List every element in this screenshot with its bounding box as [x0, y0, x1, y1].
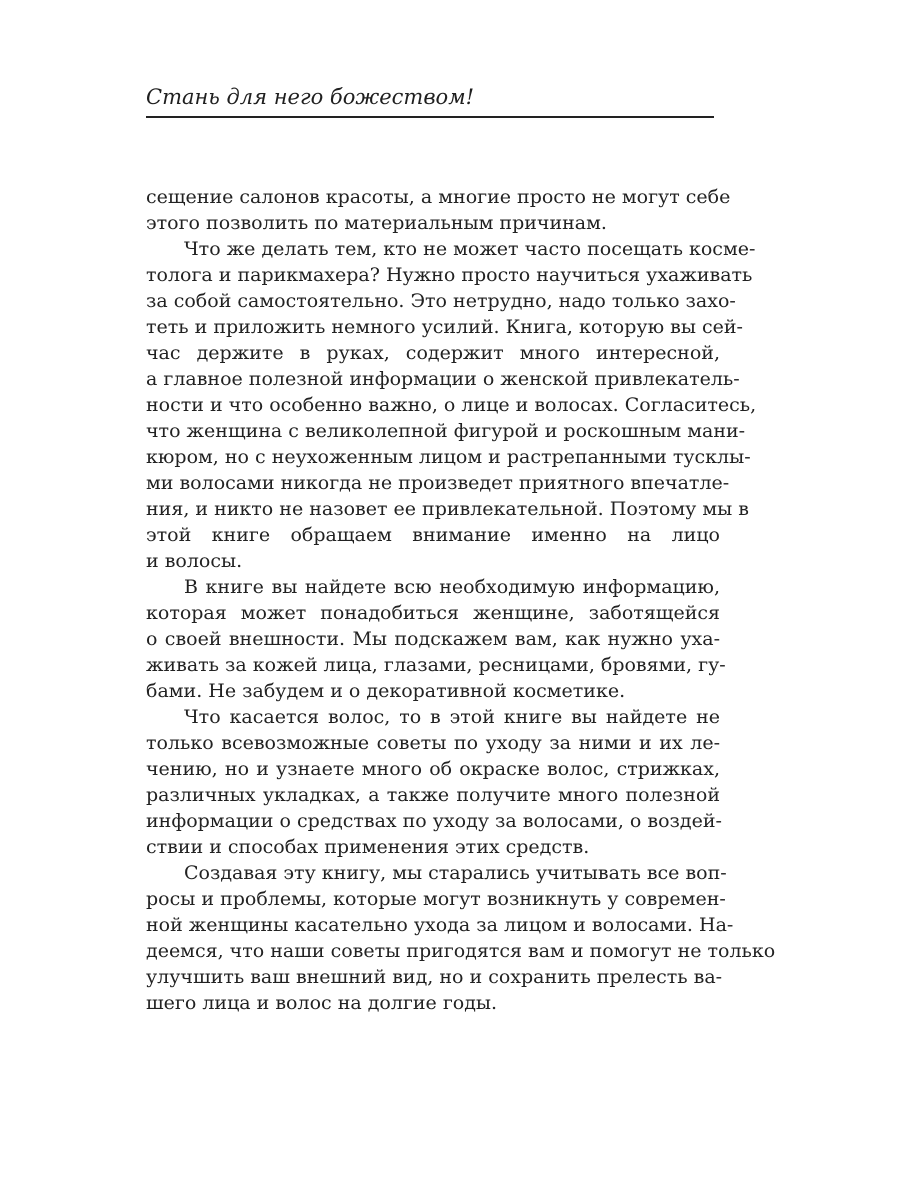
running-head-rule	[146, 116, 714, 118]
paragraph	[146, 236, 757, 574]
text-line: за собой самостоятельно. Это нетрудно, надо только захо-	[146, 290, 736, 312]
text-line: ми волосами никогда не произведет приятного впечатле-	[146, 472, 730, 494]
text-line: Создавая эту книгу, мы старались учитывать все воп-	[184, 862, 727, 884]
text-line: кюром, но с неухоженным лицом и растрепанными тусклы-	[146, 446, 751, 468]
text-line: сещение салонов красоты, а многие просто не могут себе	[146, 186, 731, 208]
text-line: о своей внешности. Мы подскажем вам, как нужно уха-	[146, 628, 720, 650]
text-line: час держите в руках, содержит много интересной,	[146, 342, 720, 364]
text-line: В книге вы найдете всю необходимую информацию,	[184, 576, 720, 598]
text-line: Что же делать тем, кто не может часто посещать косме-	[184, 238, 756, 260]
text-line: теть и приложить немного усилий. Книга, которую вы сей-	[146, 316, 743, 338]
text-line: а главное полезной информации о женской привлекатель-	[146, 368, 740, 390]
running-head	[146, 84, 714, 118]
text-line: которая может понадобиться женщине, заботящейся	[146, 602, 720, 624]
text-line: и волосы.	[146, 550, 243, 572]
text-line: что женщина с великолепной фигурой и роскошным мани-	[146, 420, 746, 442]
text-line: ной женщины касательно ухода за лицом и волосами. На-	[146, 914, 734, 936]
text-line: этой книге обращаем внимание именно на лицо	[146, 524, 720, 546]
text-line: Что касается волос, то в этой книге вы найдете не	[184, 706, 720, 728]
text-line: чению, но и узнаете много об окраске волос, стрижках,	[146, 758, 720, 780]
running-head-title: Стань для него божеством!	[146, 85, 475, 109]
body-text	[146, 184, 776, 1016]
paragraph	[146, 704, 720, 860]
paragraph	[146, 184, 731, 236]
text-line: улучшить ваш внешний вид, но и сохранить прелесть ва-	[146, 966, 723, 988]
text-line: шего лица и волос на долгие годы.	[146, 992, 498, 1014]
text-line: живать за кожей лица, глазами, ресницами, бровями, гу-	[146, 654, 726, 676]
paragraph	[146, 860, 776, 1016]
text-line: ности и что особенно важно, о лице и волосах. Согласитесь,	[146, 394, 757, 416]
text-line: только всевозможные советы по уходу за ними и их ле-	[146, 732, 720, 754]
text-line: ствии и способах применения этих средств.	[146, 836, 590, 858]
text-line: росы и проблемы, которые могут возникнуть у современ-	[146, 888, 726, 910]
text-line: этого позволить по материальным причинам.	[146, 212, 607, 234]
text-line: различных укладках, а также получите много полезной	[146, 784, 720, 806]
text-line: толога и парикмахера? Нужно просто научиться ухаживать	[146, 264, 753, 286]
text-line: ния, и никто не назовет ее привлекательной. Поэтому мы в	[146, 498, 749, 520]
text-line: бами. Не забудем и о декоративной косметике.	[146, 680, 626, 702]
paragraph	[146, 574, 726, 704]
text-line: деемся, что наши советы пригодятся вам и помогут не только	[146, 940, 776, 962]
text-line: информации о средствах по уходу за волосами, о воздей-	[146, 810, 722, 832]
